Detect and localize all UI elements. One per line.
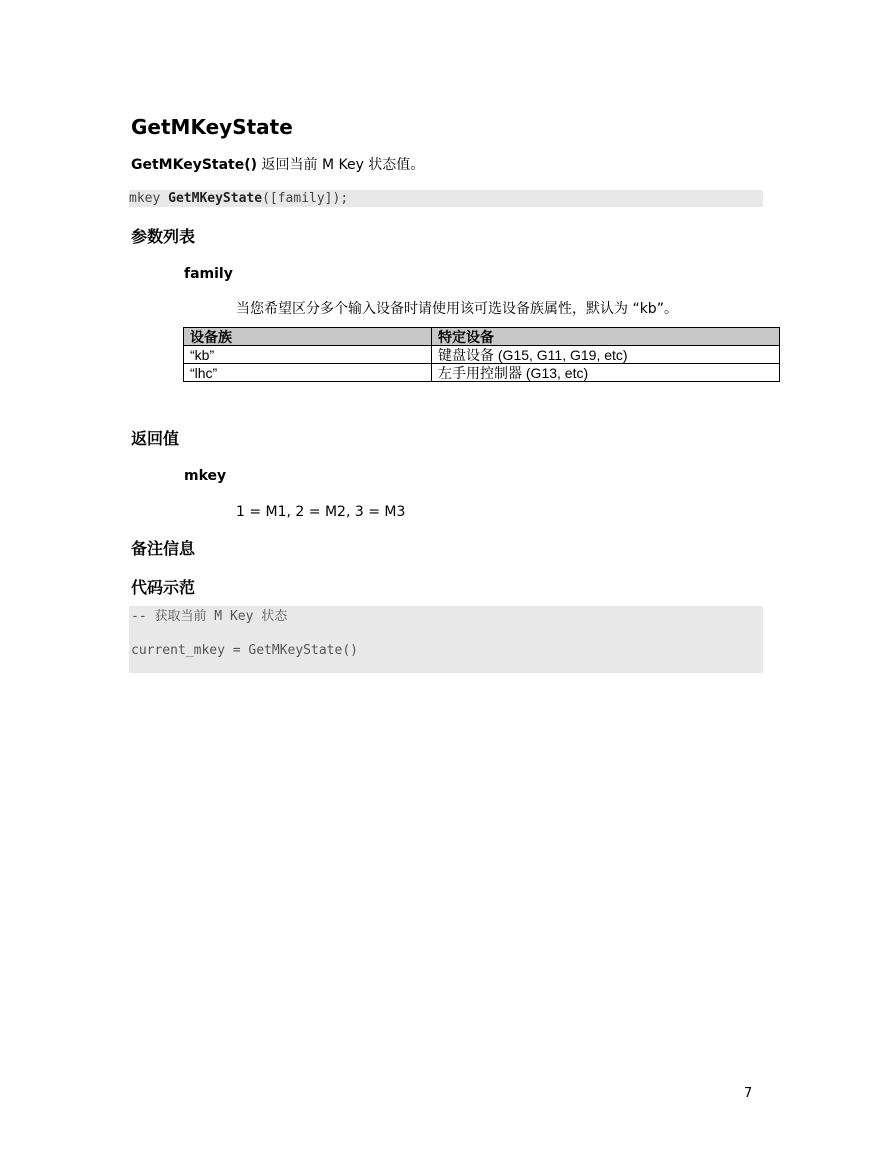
table-header-cell: 设备族 [184, 328, 432, 346]
table-row [184, 346, 780, 364]
table-header-cell: 特定设备 [432, 328, 780, 346]
function-signature [129, 190, 763, 207]
return-name: mkey [184, 468, 227, 484]
table-cell: 左手用控制器 (G13, etc) [432, 364, 780, 382]
notes-heading: 备注信息 [131, 539, 196, 558]
signature-return: mkey [129, 191, 169, 206]
code-example [129, 606, 763, 673]
params-heading: 参数列表 [131, 227, 196, 246]
signature-function: GetMKeyState [168, 191, 263, 206]
intro-function-name: GetMKeyState() [131, 157, 258, 173]
returns-heading: 返回值 [131, 429, 180, 448]
table-cell: “kb” [184, 346, 432, 364]
table-cell: “lhc” [184, 364, 432, 382]
table-row [184, 364, 780, 382]
signature-args: ([family]); [262, 191, 349, 206]
family-table [183, 327, 780, 382]
table-header-row [184, 328, 780, 346]
example-heading: 代码示范 [131, 578, 196, 597]
code-line: current_mkey = GetMKeyState() [131, 643, 358, 658]
intro-text: 返回当前 M Key 状态值。 [257, 157, 425, 173]
param-description: 当您希望区分多个输入设备时请使用该可选设备族属性，默认为 “kb”。 [236, 301, 678, 317]
code-line: -- 获取当前 M Key 状态 [131, 609, 288, 624]
intro-paragraph [131, 155, 424, 175]
param-name: family [184, 266, 233, 282]
table-cell: 键盘设备 (G15, G11, G19, etc) [432, 346, 780, 364]
return-description: 1 = M1, 2 = M2, 3 = M3 [236, 504, 406, 520]
page-number: 7 [744, 1086, 753, 1101]
page-title: GetMKeyState [131, 115, 293, 139]
